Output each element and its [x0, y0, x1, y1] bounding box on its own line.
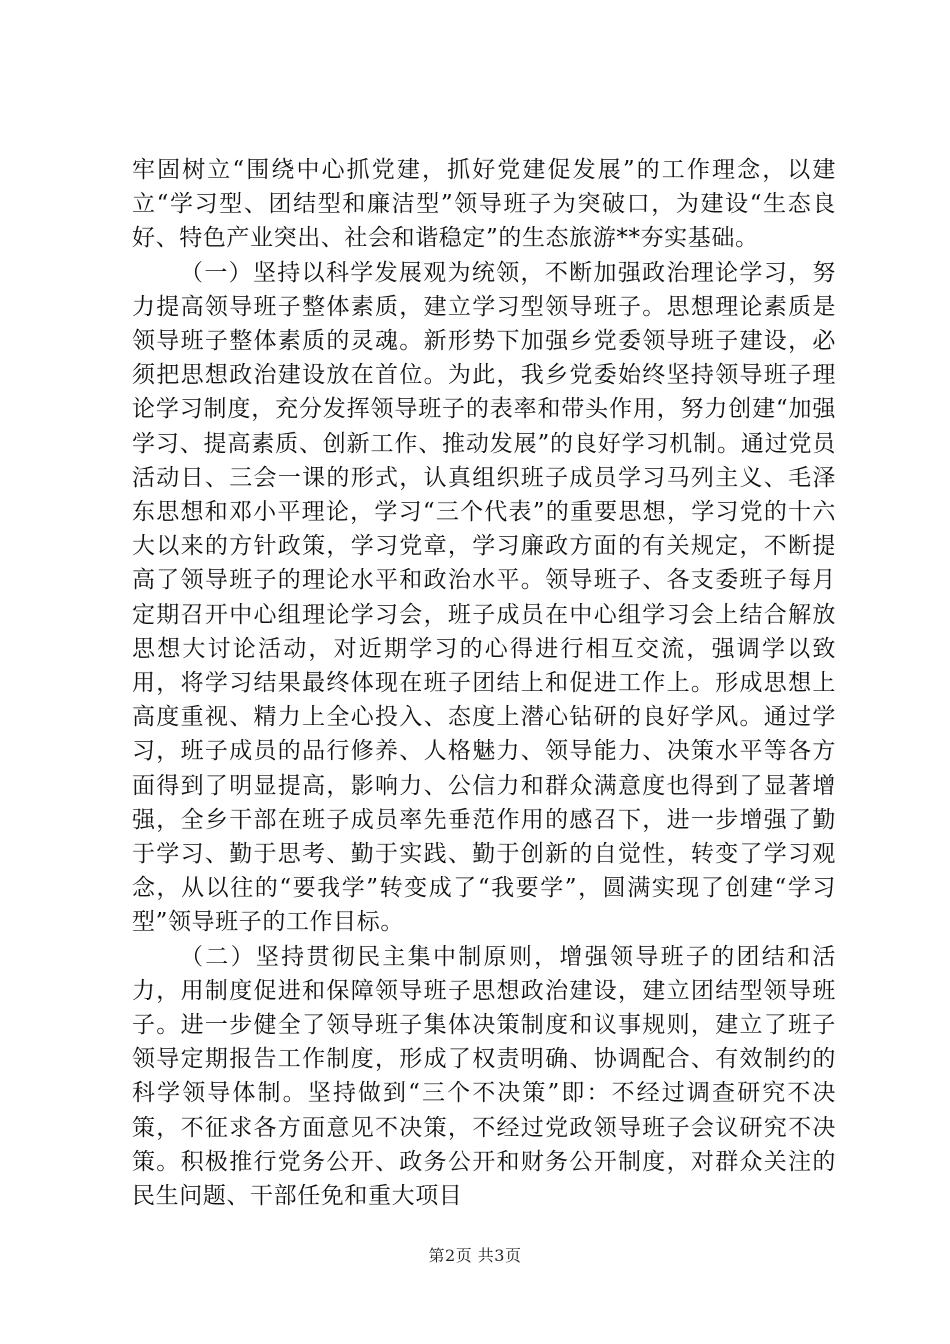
document-body [132, 153, 836, 1213]
paragraph-intro: 牢固树立“围绕中心抓党建，抓好党建促发展”的工作理念，以建立“学习型、团结型和廉洁型”领导班子为突破口，为建设“生态良好、特色产业突出、社会和谐稳定”的生态旅游**夯实基础。 [132, 157, 836, 252]
paragraph-section-two: （二）坚持贯彻民主集中制原则，增强领导班子的团结和活力，用制度促进和保障领导班子思想政治建设，建立团结型领导班子。进一步健全了领导班子集体决策制度和议事规则，建立了班子领导定期报告工作制度，形成了权责明确、协调配合、有效制约的科学领导体制。坚持做到“三个不决策”即：不经过调查研究不决策，不征求各方面意见不决策，不经过党政领导班子会议研究不决策。积极推行党务公开、政务公开和财务公开制度，对群众关注的民生问题、干部任免和重大项目 [132, 943, 836, 1210]
paragraph-section-one: （一）坚持以科学发展观为统领，不断加强政治理论学习，努力提高领导班子整体素质，建立学习型领导班子。思想理论素质是领导班子整体素质的灵魂。新形势下加强乡党委领导班子建设，必须把思想政治建设放在首位。为此，我乡党委始终坚持领导班子理论学习制度，充分发挥领导班子的表率和带头作用，努力创建“加强学习、提高素质、创新工作、推动发展”的良好学习机制。通过党员活动日、三会一课的形式，认真组织班子成员学习马列主义、毛泽东思想和邓小平理论，学习“三个代表”的重要思想，学习党的十六大以来的方针政策，学习党章，学习廉政方面的有关规定，不断提高了领导班子的理论水平和政治水平。领导班子、各支委班子每月定期召开中心组理论学习会，班子成员在中心组学习会上结合解放思想大讨论活动，对近期学习的心得进行相互交流，强调学以致用，将学习结果最终体现在班子团结上和促进工作上。形成思想上高度重视、精力上全心投入、态度上潜心钻研的良好学风。通过学习，班子成员的品行修养、人格魅力、领导能力、决策水平等各方面得到了明显提高，影响力、公信力和群众满意度也得到了显著增强，全乡干部在班子成员率先垂范作用的感召下，进一步增强了勤于学习、勤于思考、勤于实践、勤于创新的自觉性，转变了学习观念，从以往的“要我学”转变成了“我要学”，圆满实现了创建“学习型”领导班子的工作目标。 [132, 259, 836, 936]
page-footer: 第2页 共3页 [428, 1246, 522, 1265]
